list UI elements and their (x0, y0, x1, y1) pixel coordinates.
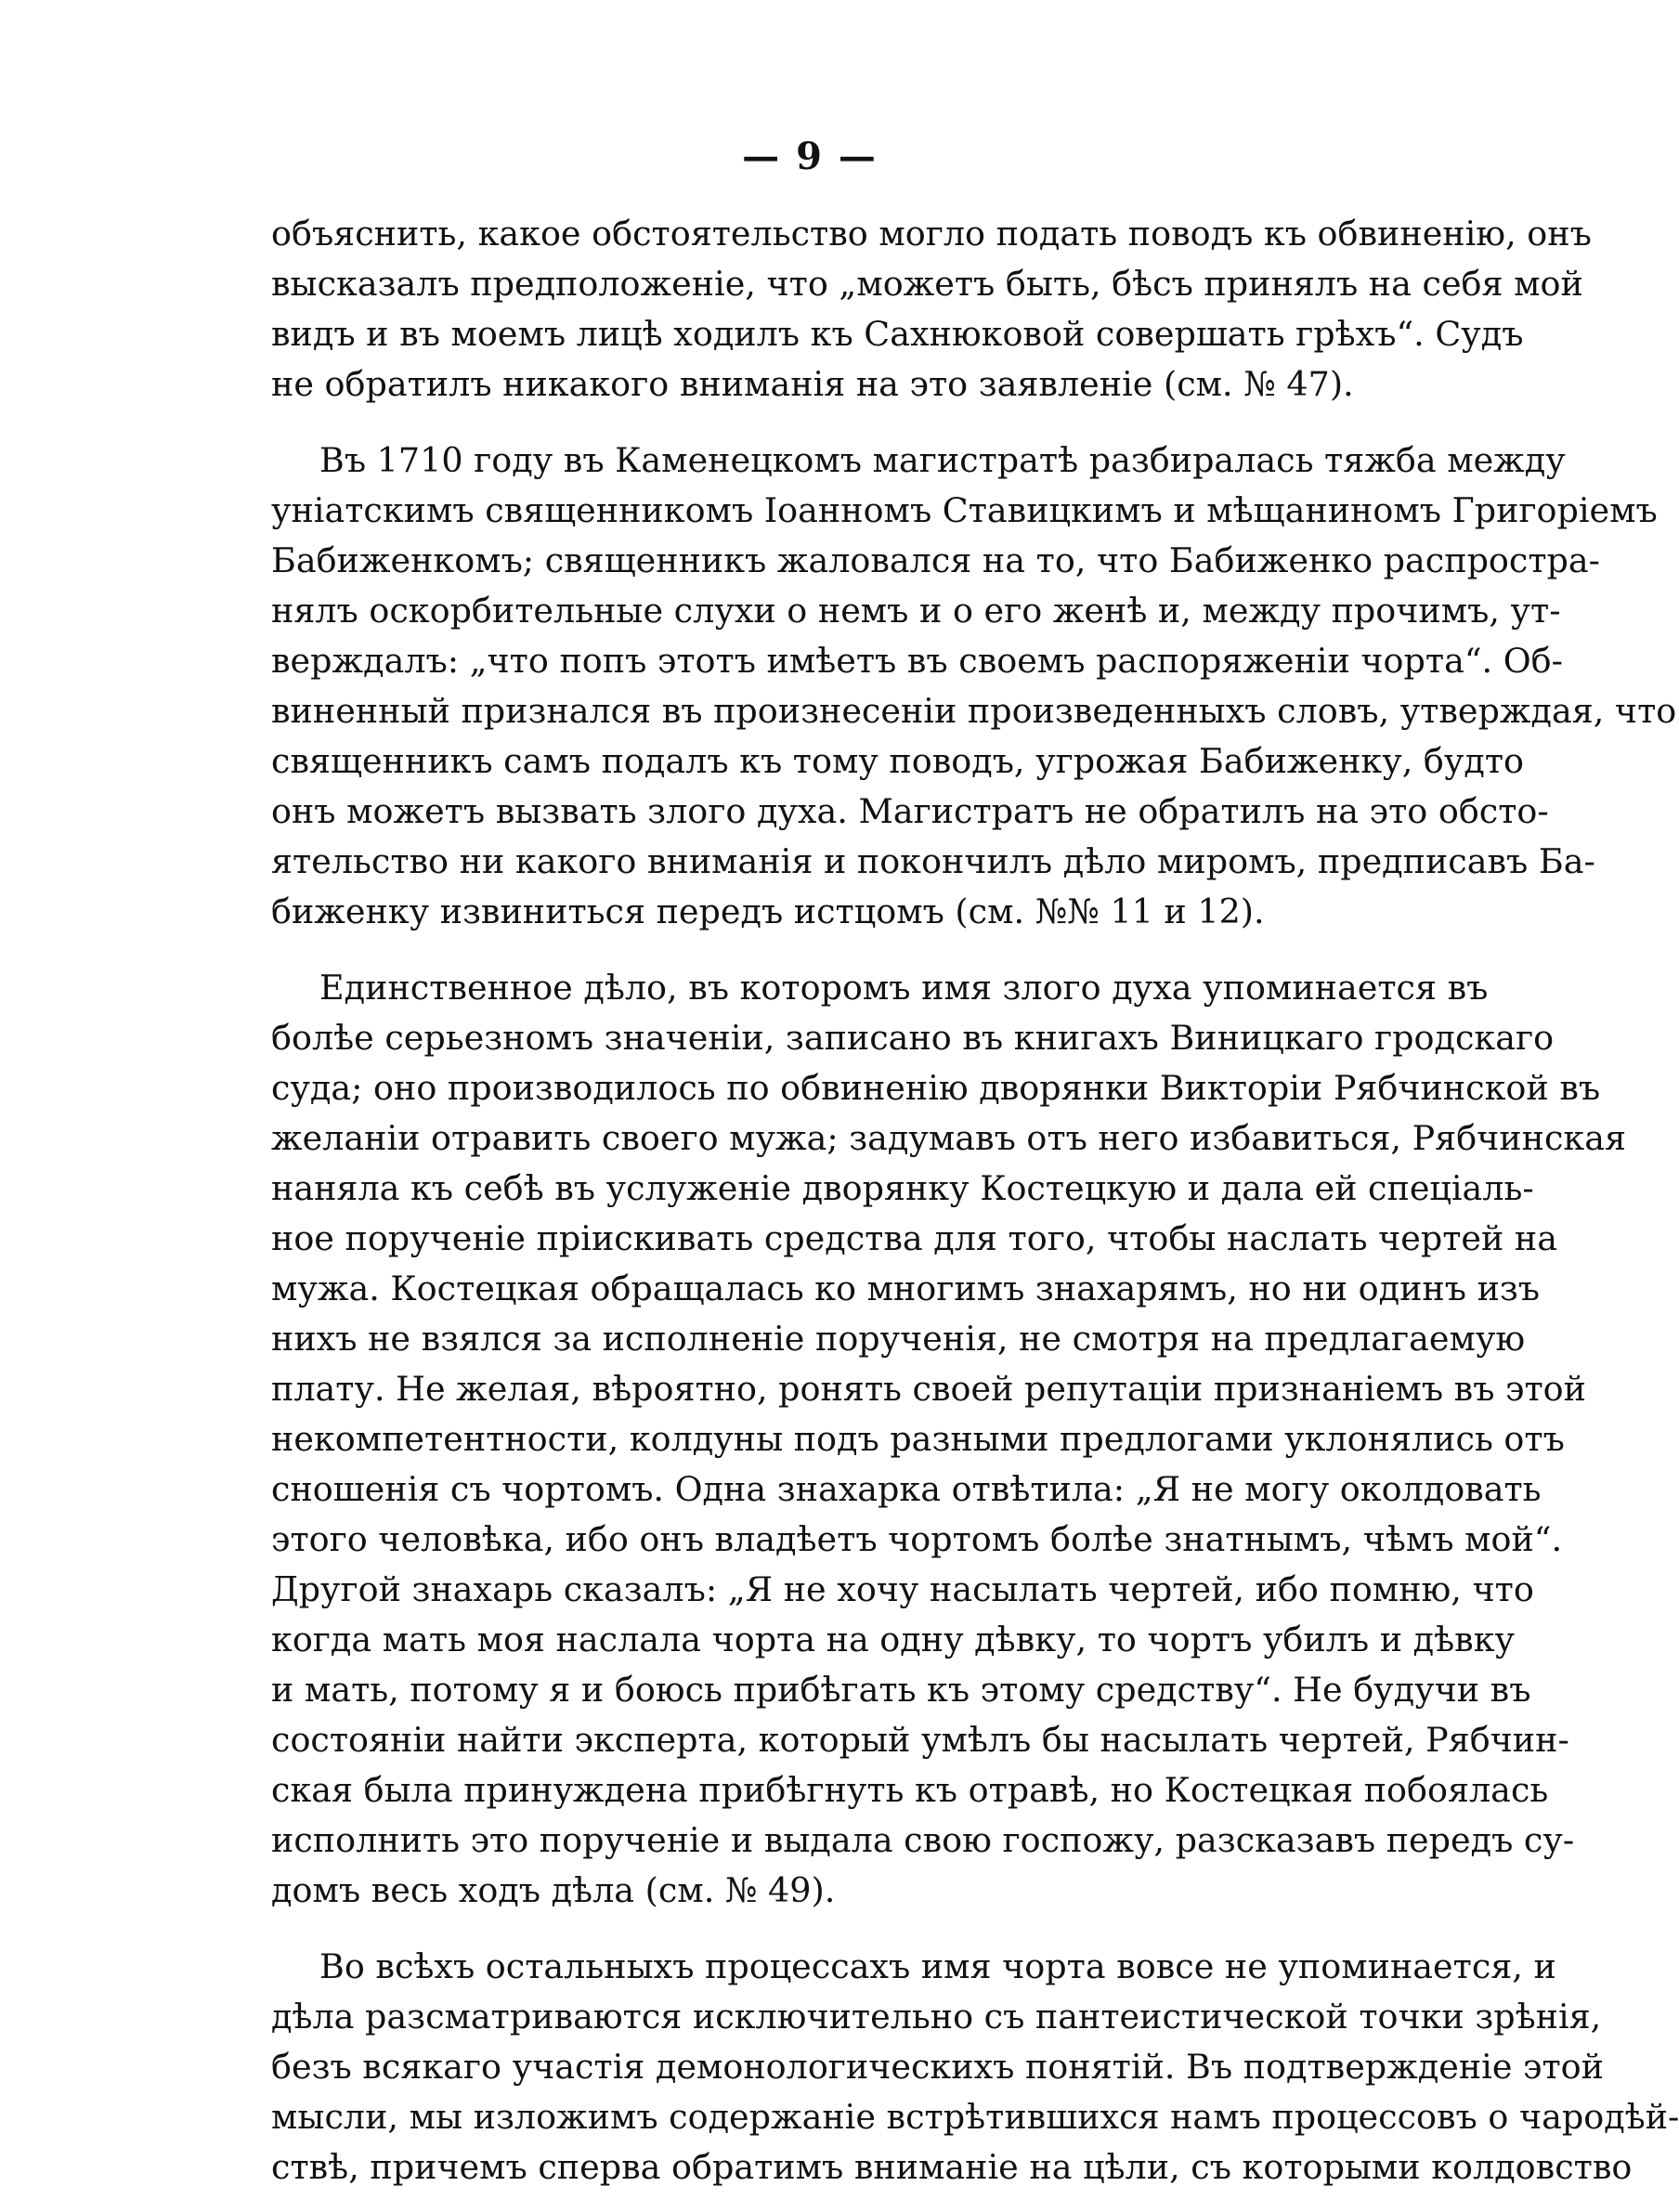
text-line: ская была принуждена прибѣгнуть къ отравѣ, но Костецкая побоялась (271, 1770, 1549, 1810)
text-line: уніатскимъ священникомъ Іоанномъ Ставицкимъ и мѣщаниномъ Григоріемъ (271, 490, 1658, 530)
text-line: не обратилъ никакого вниманія на это заявленіе (см. № 47). (271, 364, 1354, 404)
text-line: Во всѣхъ остальныхъ процессахъ имя чорта вовсе не упоминается, и (319, 1946, 1556, 1986)
paragraph-gap (271, 410, 1406, 436)
text-line: сношенія съ чортомъ. Одна знахарка отвѣтила: „Я не могу околдовать (271, 1469, 1542, 1509)
text-line: ное порученіе пріискивать средства для того, чтобы наслать чертей на (271, 1218, 1558, 1258)
text-line: высказалъ предположеніе, что „можетъ быть, бѣсъ принялъ на себя мой (271, 264, 1583, 304)
text-line: ствѣ, причемъ сперва обратимъ вниманіе на цѣли, съ которыми колдовство (271, 2147, 1633, 2187)
text-line: наняла къ себѣ въ услуженіе дворянку Костецкую и дала ей спеціаль- (271, 1168, 1534, 1208)
text-line: состояніи найти эксперта, который умѣлъ бы насылать чертей, Рябчин- (271, 1720, 1569, 1760)
text-line: суда; оно производилось по обвиненію дворянки Викторіи Рябчинской въ (271, 1068, 1601, 1108)
text-line: верждалъ: „что попъ этотъ имѣетъ въ своемъ распоряженіи чорта“. Об- (271, 641, 1563, 681)
text-line: мысли, мы изложимъ содержаніе встрѣтившихся намъ процессовъ о чародѣй- (271, 2097, 1679, 2137)
text-line: видъ и въ моемъ лицѣ ходилъ къ Сахнюковой совершать грѣхъ“. Судъ (271, 314, 1524, 354)
text-line: болѣе серьезномъ значеніи, записано въ книгахъ Виницкаго гродскаго (271, 1018, 1555, 1058)
text-line: нихъ не взялся за исполненіе порученія, не смотря на предлагаемую (271, 1319, 1526, 1359)
text-line: священникъ самъ подалъ къ тому поводъ, угрожая Бабиженку, будто (271, 741, 1525, 781)
text-line: и мать, потому я и боюсь прибѣгать къ этому средству“. Не будучи въ (271, 1670, 1531, 1710)
text-line: некомпетентности, колдуны подъ разными предлогами уклонялись отъ (271, 1419, 1565, 1459)
text-line: домъ весь ходъ дѣла (см. № 49). (271, 1870, 836, 1910)
text-line: желаніи отравить своего мужа; задумавъ отъ него избавиться, Рябчинская (271, 1118, 1627, 1158)
text-line: исполнить это порученіе и выдала свою госпожу, разсказавъ передъ су- (271, 1820, 1575, 1860)
paragraph-gap (271, 1916, 1406, 1942)
text-line: нялъ оскорбительные слухи о немъ и о его женѣ и, между прочимъ, ут- (271, 591, 1561, 631)
text-line: Другой знахарь сказалъ: „Я не хочу насылать чертей, ибо помню, что (271, 1569, 1534, 1609)
text-line: биженку извиниться передъ истцомъ (см. №№ 11 и 12). (271, 891, 1265, 931)
paragraph-4 (271, 1942, 1679, 2192)
text-line: Единственное дѣло, въ которомъ имя злого духа упоминается въ (319, 968, 1489, 1008)
paragraph-gap (271, 937, 1406, 963)
text-line: плату. Не желая, вѣроятно, ронять своей репутаціи признаніемъ въ этой (271, 1369, 1586, 1409)
text-line: ятельство ни какого вниманія и покончилъ дѣло миромъ, предписавъ Ба- (271, 841, 1595, 881)
text-line: объяснить, какое обстоятельство могло подать поводъ къ обвиненію, онъ (271, 214, 1592, 254)
text-line: онъ можетъ вызвать злого духа. Магистратъ не обратилъ на это обсто- (271, 791, 1549, 831)
paragraph-1 (271, 209, 1592, 410)
text-line: мужа. Костецкая обращалась ко многимъ знахарямъ, но ни одинъ изъ (271, 1269, 1541, 1308)
text-line: Въ 1710 году въ Каменецкомъ магистратѣ разбиралась тяжба между (319, 440, 1566, 480)
text-line: безъ всякаго участія демонологическихъ понятій. Въ подтвержденіе этой (271, 2047, 1604, 2087)
text-line: виненный признался въ произнесеніи произведенныхъ словъ, утверждая, что (271, 691, 1677, 731)
text-line: дѣла разсматриваются исключительно съ пантеистической точки зрѣнія, (271, 1997, 1602, 2036)
paragraph-2 (271, 436, 1677, 937)
text-line: этого человѣка, ибо онъ владѣетъ чортомъ болѣе знатнымъ, чѣмъ мой“. (271, 1519, 1563, 1559)
text-line: когда мать моя наслала чорта на одну дѣвку, то чортъ убилъ и дѣвку (271, 1620, 1515, 1659)
body-text (271, 209, 1679, 2192)
page-number: — 9 — (742, 135, 878, 178)
text-line: Бабиженкомъ; священникъ жаловался на то, что Бабиженко распростра- (271, 540, 1601, 580)
paragraph-3 (271, 963, 1627, 1916)
